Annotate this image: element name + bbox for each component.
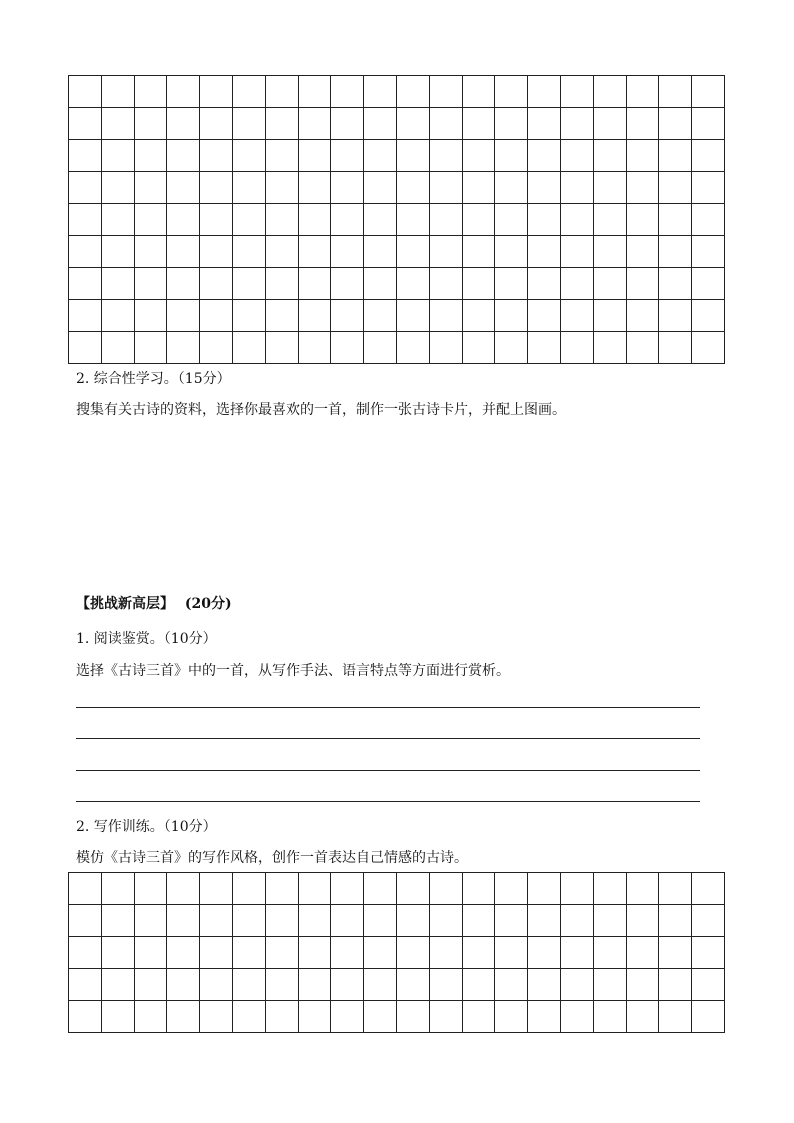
grid-cell[interactable] [167, 204, 200, 236]
grid-cell[interactable] [167, 76, 200, 108]
grid-cell[interactable] [331, 937, 364, 969]
grid-cell[interactable] [561, 873, 594, 905]
grid-cell[interactable] [69, 268, 102, 300]
grid-cell[interactable] [266, 268, 299, 300]
grid-cell[interactable] [528, 1001, 561, 1033]
grid-cell[interactable] [495, 204, 528, 236]
grid-cell[interactable] [331, 236, 364, 268]
grid-cell[interactable] [167, 1001, 200, 1033]
grid-cell[interactable] [692, 108, 725, 140]
grid-cell[interactable] [594, 108, 627, 140]
grid-cell[interactable] [397, 140, 430, 172]
grid-cell[interactable] [167, 236, 200, 268]
grid-cell[interactable] [528, 236, 561, 268]
grid-cell[interactable] [102, 204, 135, 236]
grid-cell[interactable] [299, 204, 332, 236]
grid-cell[interactable] [659, 905, 692, 937]
grid-cell[interactable] [528, 140, 561, 172]
grid-cell[interactable] [463, 332, 496, 364]
grid-cell[interactable] [659, 969, 692, 1001]
grid-cell[interactable] [659, 172, 692, 204]
grid-cell[interactable] [528, 76, 561, 108]
grid-cell[interactable] [364, 268, 397, 300]
grid-cell[interactable] [397, 1001, 430, 1033]
grid-cell[interactable] [364, 108, 397, 140]
grid-cell[interactable] [627, 268, 660, 300]
grid-cell[interactable] [627, 108, 660, 140]
grid-cell[interactable] [528, 268, 561, 300]
grid-cell[interactable] [69, 905, 102, 937]
grid-cell[interactable] [69, 76, 102, 108]
grid-cell[interactable] [397, 905, 430, 937]
grid-cell[interactable] [692, 204, 725, 236]
grid-cell[interactable] [69, 140, 102, 172]
question-1-reading-prompt: 选择《古诗三首》中的一首，从写作手法、语言特点等方面进行赏析。 [76, 663, 510, 679]
grid-cell[interactable] [397, 236, 430, 268]
grid-cell[interactable] [463, 1001, 496, 1033]
grid-cell[interactable] [430, 332, 463, 364]
grid-cell[interactable] [594, 236, 627, 268]
grid-cell[interactable] [463, 873, 496, 905]
grid-cell[interactable] [561, 236, 594, 268]
grid-cell[interactable] [102, 873, 135, 905]
grid-cell[interactable] [364, 140, 397, 172]
grid-cell[interactable] [299, 140, 332, 172]
grid-cell[interactable] [659, 937, 692, 969]
grid-cell[interactable] [692, 873, 725, 905]
grid-cell[interactable] [561, 172, 594, 204]
grid-cell[interactable] [135, 905, 168, 937]
grid-cell[interactable] [135, 300, 168, 332]
grid-cell[interactable] [364, 76, 397, 108]
grid-cell[interactable] [463, 300, 496, 332]
grid-cell[interactable] [495, 236, 528, 268]
grid-cell[interactable] [495, 172, 528, 204]
grid-cell[interactable] [692, 140, 725, 172]
grid-cell[interactable] [200, 300, 233, 332]
grid-cell[interactable] [102, 268, 135, 300]
grid-cell[interactable] [364, 873, 397, 905]
grid-cell[interactable] [659, 332, 692, 364]
grid-cell[interactable] [594, 1001, 627, 1033]
grid-cell[interactable] [495, 268, 528, 300]
grid-cell[interactable] [299, 76, 332, 108]
grid-cell[interactable] [167, 140, 200, 172]
grid-cell[interactable] [659, 873, 692, 905]
grid-cell[interactable] [331, 332, 364, 364]
question-2-writing-prompt: 模仿《古诗三首》的写作风格，创作一首表达自己情感的古诗。 [76, 850, 468, 866]
grid-cell[interactable] [167, 969, 200, 1001]
grid-cell[interactable] [135, 172, 168, 204]
question-1-reading-title: 1. 阅读鉴赏。（10分） [76, 631, 217, 647]
grid-cell[interactable] [627, 873, 660, 905]
grid-cell[interactable] [102, 1001, 135, 1033]
grid-cell[interactable] [364, 172, 397, 204]
grid-cell[interactable] [266, 140, 299, 172]
grid-cell[interactable] [561, 268, 594, 300]
grid-cell[interactable] [135, 140, 168, 172]
grid-cell[interactable] [69, 1001, 102, 1033]
grid-cell[interactable] [594, 268, 627, 300]
grid-cell[interactable] [299, 873, 332, 905]
grid-cell[interactable] [692, 172, 725, 204]
grid-cell[interactable] [331, 76, 364, 108]
grid-cell[interactable] [627, 204, 660, 236]
grid-cell[interactable] [200, 332, 233, 364]
grid-cell[interactable] [233, 108, 266, 140]
grid-cell[interactable] [692, 332, 725, 364]
grid-cell[interactable] [364, 905, 397, 937]
grid-cell[interactable] [594, 300, 627, 332]
grid-cell[interactable] [627, 236, 660, 268]
grid-cell[interactable] [463, 140, 496, 172]
question-2-comprehensive-title: 2. 综合性学习。（15分） [76, 371, 231, 387]
grid-cell[interactable] [692, 76, 725, 108]
grid-cell[interactable] [233, 236, 266, 268]
grid-cell[interactable] [135, 873, 168, 905]
grid-cell[interactable] [561, 332, 594, 364]
grid-cell[interactable] [266, 76, 299, 108]
grid-cell[interactable] [495, 905, 528, 937]
grid-cell[interactable] [266, 1001, 299, 1033]
grid-cell[interactable] [102, 969, 135, 1001]
grid-cell[interactable] [463, 268, 496, 300]
grid-cell[interactable] [397, 268, 430, 300]
grid-cell[interactable] [233, 937, 266, 969]
grid-cell[interactable] [463, 236, 496, 268]
grid-cell[interactable] [692, 937, 725, 969]
grid-cell[interactable] [463, 969, 496, 1001]
grid-cell[interactable] [561, 76, 594, 108]
grid-cell[interactable] [528, 969, 561, 1001]
grid-cell[interactable] [659, 1001, 692, 1033]
grid-cell[interactable] [331, 204, 364, 236]
grid-cell[interactable] [463, 204, 496, 236]
answer-line[interactable] [76, 738, 700, 739]
grid-cell[interactable] [430, 969, 463, 1001]
grid-cell[interactable] [594, 332, 627, 364]
grid-cell[interactable] [135, 937, 168, 969]
grid-cell[interactable] [102, 300, 135, 332]
grid-cell[interactable] [233, 300, 266, 332]
grid-cell[interactable] [200, 108, 233, 140]
grid-cell[interactable] [627, 1001, 660, 1033]
grid-cell[interactable] [102, 140, 135, 172]
grid-cell[interactable] [627, 969, 660, 1001]
grid-cell[interactable] [561, 969, 594, 1001]
grid-cell[interactable] [430, 204, 463, 236]
section-heading-title: 【挑战新高层】 [76, 596, 174, 612]
grid-cell[interactable] [167, 108, 200, 140]
grid-cell[interactable] [364, 937, 397, 969]
grid-cell[interactable] [430, 905, 463, 937]
grid-cell[interactable] [692, 1001, 725, 1033]
grid-cell[interactable] [594, 76, 627, 108]
grid-cell[interactable] [659, 76, 692, 108]
grid-cell[interactable] [299, 905, 332, 937]
grid-cell[interactable] [200, 172, 233, 204]
grid-cell[interactable] [233, 332, 266, 364]
grid-cell[interactable] [528, 108, 561, 140]
grid-cell[interactable] [167, 268, 200, 300]
grid-cell[interactable] [135, 969, 168, 1001]
grid-cell[interactable] [167, 172, 200, 204]
grid-cell[interactable] [167, 937, 200, 969]
grid-cell[interactable] [135, 332, 168, 364]
grid-cell[interactable] [528, 905, 561, 937]
grid-cell[interactable] [463, 905, 496, 937]
grid-cell[interactable] [495, 300, 528, 332]
grid-cell[interactable] [233, 1001, 266, 1033]
grid-cell[interactable] [627, 332, 660, 364]
grid-cell[interactable] [135, 108, 168, 140]
grid-cell[interactable] [495, 332, 528, 364]
grid-cell[interactable] [692, 905, 725, 937]
grid-cell[interactable] [331, 108, 364, 140]
answer-line[interactable] [76, 770, 700, 771]
grid-cell[interactable] [233, 873, 266, 905]
grid-cell[interactable] [594, 140, 627, 172]
grid-cell[interactable] [69, 332, 102, 364]
grid-cell[interactable] [266, 332, 299, 364]
grid-cell[interactable] [102, 172, 135, 204]
grid-cell[interactable] [430, 1001, 463, 1033]
grid-cell[interactable] [659, 268, 692, 300]
grid-cell[interactable] [266, 905, 299, 937]
grid-cell[interactable] [135, 204, 168, 236]
grid-cell[interactable] [627, 140, 660, 172]
grid-cell[interactable] [430, 76, 463, 108]
grid-cell[interactable] [397, 969, 430, 1001]
grid-cell[interactable] [266, 937, 299, 969]
grid-cell[interactable] [463, 172, 496, 204]
grid-cell[interactable] [594, 172, 627, 204]
grid-cell[interactable] [692, 969, 725, 1001]
grid-cell[interactable] [69, 204, 102, 236]
grid-cell[interactable] [528, 204, 561, 236]
grid-cell[interactable] [135, 236, 168, 268]
grid-cell[interactable] [397, 204, 430, 236]
grid-cell[interactable] [299, 108, 332, 140]
grid-cell[interactable] [200, 268, 233, 300]
answer-line[interactable] [76, 707, 700, 708]
question-2-comprehensive-prompt: 搜集有关古诗的资料，选择你最喜欢的一首，制作一张古诗卡片，并配上图画。 [76, 402, 566, 418]
grid-cell[interactable] [102, 236, 135, 268]
grid-cell[interactable] [594, 873, 627, 905]
grid-cell[interactable] [364, 236, 397, 268]
grid-cell[interactable] [397, 937, 430, 969]
grid-cell[interactable] [364, 1001, 397, 1033]
grid-cell[interactable] [397, 76, 430, 108]
question-2-writing-title: 2. 写作训练。（10分） [76, 819, 217, 835]
grid-cell[interactable] [331, 905, 364, 937]
grid-cell[interactable] [135, 1001, 168, 1033]
grid-cell[interactable] [495, 108, 528, 140]
grid-cell[interactable] [299, 268, 332, 300]
grid-cell[interactable] [331, 268, 364, 300]
grid-cell[interactable] [495, 969, 528, 1001]
grid-cell[interactable] [528, 300, 561, 332]
grid-cell[interactable] [299, 332, 332, 364]
grid-cell[interactable] [135, 268, 168, 300]
grid-cell[interactable] [364, 204, 397, 236]
grid-cell[interactable] [102, 905, 135, 937]
grid-cell[interactable] [331, 969, 364, 1001]
grid-cell[interactable] [200, 969, 233, 1001]
grid-cell[interactable] [299, 172, 332, 204]
grid-cell[interactable] [200, 236, 233, 268]
grid-cell[interactable] [430, 873, 463, 905]
grid-cell[interactable] [397, 300, 430, 332]
grid-cell[interactable] [299, 1001, 332, 1033]
grid-cell[interactable] [528, 873, 561, 905]
grid-cell[interactable] [200, 873, 233, 905]
grid-cell[interactable] [692, 268, 725, 300]
grid-cell[interactable] [299, 937, 332, 969]
grid-cell[interactable] [561, 140, 594, 172]
grid-cell[interactable] [430, 172, 463, 204]
writing-grid-bottom[interactable] [68, 872, 725, 1033]
grid-cell[interactable] [266, 300, 299, 332]
grid-cell[interactable] [561, 108, 594, 140]
grid-cell[interactable] [430, 108, 463, 140]
grid-cell[interactable] [495, 873, 528, 905]
grid-cell[interactable] [594, 937, 627, 969]
grid-cell[interactable] [102, 108, 135, 140]
grid-cell[interactable] [299, 969, 332, 1001]
grid-cell[interactable] [463, 108, 496, 140]
grid-cell[interactable] [430, 236, 463, 268]
grid-cell[interactable] [200, 204, 233, 236]
grid-cell[interactable] [627, 905, 660, 937]
grid-cell[interactable] [69, 873, 102, 905]
grid-cell[interactable] [69, 236, 102, 268]
grid-cell[interactable] [397, 108, 430, 140]
grid-cell[interactable] [331, 873, 364, 905]
grid-cell[interactable] [495, 1001, 528, 1033]
grid-cell[interactable] [364, 300, 397, 332]
grid-cell[interactable] [167, 905, 200, 937]
grid-cell[interactable] [528, 172, 561, 204]
grid-cell[interactable] [200, 937, 233, 969]
grid-cell[interactable] [266, 969, 299, 1001]
grid-cell[interactable] [397, 172, 430, 204]
grid-cell[interactable] [331, 300, 364, 332]
grid-cell[interactable] [69, 300, 102, 332]
grid-cell[interactable] [69, 172, 102, 204]
grid-cell[interactable] [430, 268, 463, 300]
grid-cell[interactable] [430, 300, 463, 332]
grid-cell[interactable] [233, 905, 266, 937]
grid-cell[interactable] [463, 76, 496, 108]
grid-cell[interactable] [69, 108, 102, 140]
grid-cell[interactable] [528, 937, 561, 969]
grid-cell[interactable] [627, 172, 660, 204]
grid-cell[interactable] [233, 204, 266, 236]
grid-cell[interactable] [495, 76, 528, 108]
grid-cell[interactable] [102, 332, 135, 364]
grid-cell[interactable] [627, 937, 660, 969]
grid-cell[interactable] [167, 873, 200, 905]
grid-cell[interactable] [495, 937, 528, 969]
grid-cell[interactable] [233, 969, 266, 1001]
grid-cell[interactable] [495, 140, 528, 172]
grid-cell[interactable] [692, 300, 725, 332]
grid-cell[interactable] [594, 969, 627, 1001]
grid-cell[interactable] [200, 1001, 233, 1033]
grid-cell[interactable] [692, 236, 725, 268]
grid-cell[interactable] [200, 905, 233, 937]
grid-cell[interactable] [463, 937, 496, 969]
grid-cell[interactable] [167, 332, 200, 364]
grid-cell[interactable] [135, 76, 168, 108]
grid-cell[interactable] [266, 204, 299, 236]
grid-cell[interactable] [397, 332, 430, 364]
grid-cell[interactable] [266, 873, 299, 905]
grid-cell[interactable] [364, 332, 397, 364]
grid-cell[interactable] [659, 108, 692, 140]
grid-cell[interactable] [627, 300, 660, 332]
grid-cell[interactable] [331, 140, 364, 172]
grid-cell[interactable] [331, 172, 364, 204]
grid-cell[interactable] [233, 172, 266, 204]
grid-cell[interactable] [299, 236, 332, 268]
grid-cell[interactable] [430, 937, 463, 969]
grid-cell[interactable] [69, 937, 102, 969]
grid-cell[interactable] [659, 300, 692, 332]
grid-cell[interactable] [364, 969, 397, 1001]
grid-cell[interactable] [594, 905, 627, 937]
grid-cell[interactable] [266, 236, 299, 268]
grid-cell[interactable] [233, 76, 266, 108]
grid-cell[interactable] [102, 937, 135, 969]
writing-grid-top[interactable] [68, 75, 725, 364]
grid-cell[interactable] [594, 204, 627, 236]
grid-cell[interactable] [430, 140, 463, 172]
grid-cell[interactable] [627, 76, 660, 108]
grid-cell[interactable] [561, 937, 594, 969]
grid-cell[interactable] [233, 140, 266, 172]
section-heading-score: (20分) [184, 596, 232, 612]
grid-cell[interactable] [266, 108, 299, 140]
grid-cell[interactable] [266, 172, 299, 204]
grid-cell[interactable] [659, 204, 692, 236]
grid-cell[interactable] [397, 873, 430, 905]
grid-cell[interactable] [167, 300, 200, 332]
section-heading [76, 595, 232, 613]
grid-cell[interactable] [331, 1001, 364, 1033]
answer-line[interactable] [76, 801, 700, 802]
grid-cell[interactable] [561, 204, 594, 236]
grid-cell[interactable] [561, 1001, 594, 1033]
grid-cell[interactable] [561, 300, 594, 332]
grid-cell[interactable] [299, 300, 332, 332]
grid-cell[interactable] [69, 969, 102, 1001]
grid-cell[interactable] [200, 140, 233, 172]
grid-cell[interactable] [659, 140, 692, 172]
grid-cell[interactable] [102, 76, 135, 108]
grid-cell[interactable] [561, 905, 594, 937]
grid-cell[interactable] [528, 332, 561, 364]
grid-cell[interactable] [659, 236, 692, 268]
grid-cell[interactable] [200, 76, 233, 108]
grid-cell[interactable] [233, 268, 266, 300]
